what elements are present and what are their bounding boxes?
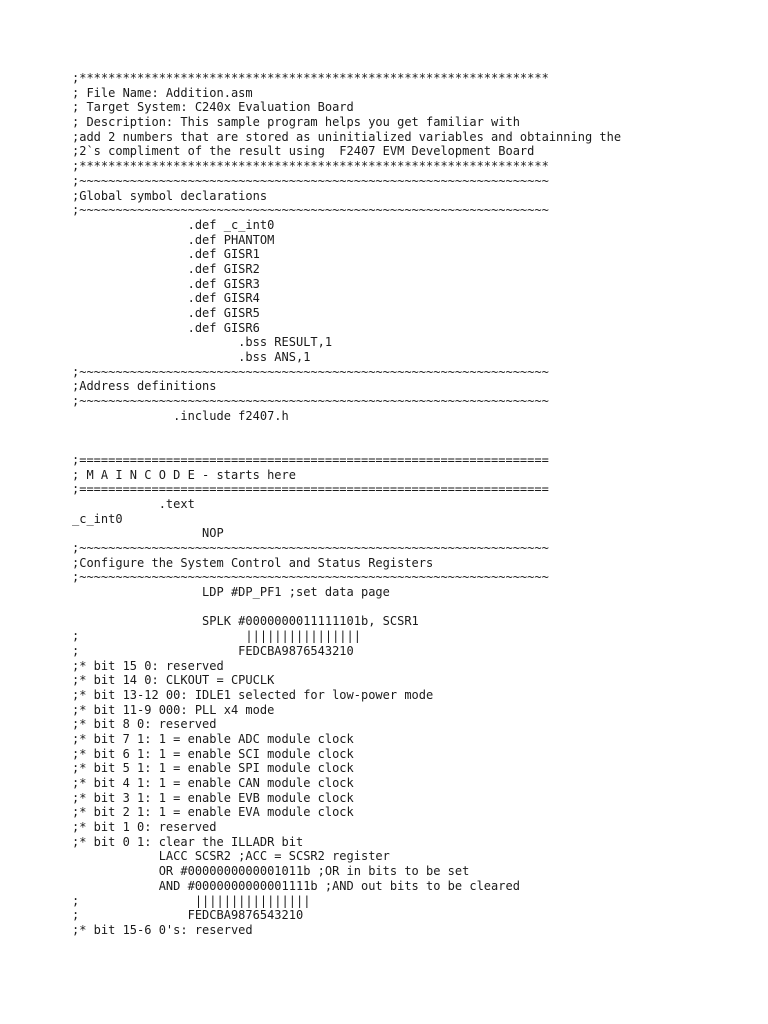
code-line: ;Address definitions: [72, 379, 217, 394]
code-line: ;~~~~~~~~~~~~~~~~~~~~~~~~~~~~~~~~~~~~~~~~~~~~~~~~~~~~~~~~~~~~~~~~~: [72, 394, 549, 409]
code-line: .def GISR1: [72, 247, 260, 262]
code-line: ;~~~~~~~~~~~~~~~~~~~~~~~~~~~~~~~~~~~~~~~~~~~~~~~~~~~~~~~~~~~~~~~~~: [72, 364, 549, 379]
code-line: ;* bit 2 1: 1 = enable EVA module clock: [72, 805, 354, 820]
code-line: [72, 600, 752, 615]
code-line: ;=================================================================: [72, 482, 549, 497]
code-line: ;* bit 11-9 000: PLL x4 mode: [72, 702, 275, 717]
code-line: ;* bit 1 0: reserved: [72, 820, 217, 835]
code-line: .text: [72, 496, 195, 511]
code-line: ;* bit 3 1: 1 = enable EVB module clock: [72, 790, 354, 805]
code-line: .include f2407.h: [72, 408, 289, 423]
code-line: ;~~~~~~~~~~~~~~~~~~~~~~~~~~~~~~~~~~~~~~~~~~~~~~~~~~~~~~~~~~~~~~~~~: [72, 203, 549, 218]
code-line: ;2`s compliment of the result using F2407 EVM Development Board: [72, 144, 535, 159]
code-line: [72, 438, 752, 453]
code-line: ; FEDCBA9876543210: [72, 908, 304, 923]
code-line: ;~~~~~~~~~~~~~~~~~~~~~~~~~~~~~~~~~~~~~~~~~~~~~~~~~~~~~~~~~~~~~~~~~: [72, 173, 549, 188]
code-line: LACC SCSR2 ;ACC = SCSR2 register: [72, 849, 390, 864]
code-line: .def GISR6: [72, 320, 260, 335]
code-line: ;* bit 8 0: reserved: [72, 717, 217, 732]
code-line: ; Description: This sample program helps you get familiar with: [72, 115, 520, 130]
code-line: ; FEDCBA9876543210: [72, 643, 354, 658]
code-line: ;* bit 13-12 00: IDLE1 selected for low-power mode: [72, 687, 434, 702]
code-line: ;=================================================================: [72, 452, 549, 467]
code-line: ;~~~~~~~~~~~~~~~~~~~~~~~~~~~~~~~~~~~~~~~~~~~~~~~~~~~~~~~~~~~~~~~~~: [72, 570, 549, 585]
code-line: ; File Name: Addition.asm: [72, 85, 253, 100]
code-line: SPLK #0000000011111101b, SCSR1: [72, 614, 419, 629]
code-line: [72, 424, 752, 439]
code-line: ;Configure the System Control and Status Registers: [72, 555, 434, 570]
code-line: OR #0000000000001011b ;OR in bits to be set: [72, 864, 470, 879]
code-line: ; ||||||||||||||||: [72, 893, 311, 908]
code-line: ;* bit 7 1: 1 = enable ADC module clock: [72, 731, 354, 746]
code-line: ;* bit 4 1: 1 = enable CAN module clock: [72, 776, 354, 790]
code-listing: [72, 71, 752, 938]
code-line: ;* bit 14 0: CLKOUT = CPUCLK: [72, 673, 275, 688]
code-line: ; Target System: C240x Evaluation Board: [72, 100, 354, 115]
code-line: .bss RESULT,1: [72, 335, 333, 350]
code-line: ;* bit 15 0: reserved: [72, 658, 224, 673]
code-line: .bss ANS,1: [72, 350, 311, 365]
code-line: .def GISR2: [72, 261, 260, 276]
code-line: ;* bit 0 1: clear the ILLADR bit: [72, 834, 304, 849]
code-line: AND #0000000000001111b ;AND out bits to be cleared: [72, 878, 520, 893]
code-line: ;Global symbol declarations: [72, 188, 268, 203]
code-line: LDP #DP_PF1 ;set data page: [72, 585, 390, 600]
code-line: ;* bit 6 1: 1 = enable SCI module clock: [72, 746, 354, 761]
code-line: ;add 2 numbers that are stored as uninitialized variables and obtainning the: [72, 129, 622, 144]
code-line: ;* bit 5 1: 1 = enable SPI module clock: [72, 761, 354, 776]
code-line: ;*****************************************************************: [72, 159, 549, 174]
code-line: ;~~~~~~~~~~~~~~~~~~~~~~~~~~~~~~~~~~~~~~~~~~~~~~~~~~~~~~~~~~~~~~~~~: [72, 541, 549, 555]
code-line: .def GISR3: [72, 276, 260, 291]
code-line: .def GISR5: [72, 306, 260, 320]
code-line: ;* bit 15-6 0's: reserved: [72, 922, 253, 937]
code-line: _c_int0: [72, 511, 123, 526]
code-line: NOP: [72, 526, 224, 541]
code-line: ; M A I N C O D E - starts here: [72, 467, 296, 482]
code-line: .def GISR4: [72, 291, 260, 306]
code-line: .def PHANTOM: [72, 232, 275, 247]
code-line: ;*****************************************************************: [72, 71, 549, 85]
code-line: ; ||||||||||||||||: [72, 629, 361, 644]
code-line: .def _c_int0: [72, 217, 275, 232]
